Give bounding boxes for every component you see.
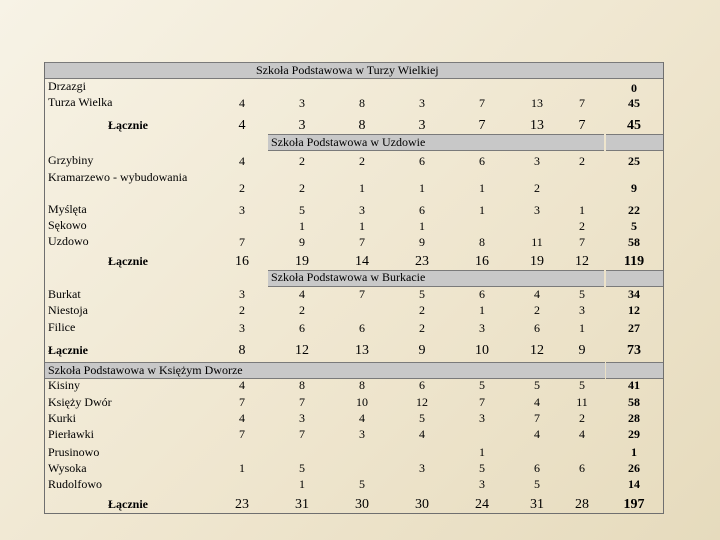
cell-value: 2 [419, 321, 425, 335]
total-value: 14 [355, 254, 369, 269]
cell-value: 9 [299, 235, 305, 249]
cell-value: 5 [419, 411, 425, 425]
cell-value: 6 [579, 461, 585, 475]
cell-value: 4 [579, 427, 585, 441]
cell-value: 3 [359, 203, 365, 217]
cell-value: 1 [479, 203, 485, 217]
cell-value: 10 [356, 395, 368, 409]
cell-value: 3 [359, 427, 365, 441]
cell-value: 4 [534, 395, 540, 409]
cell-value: 1 [579, 321, 585, 335]
row-label: Sękowo [48, 218, 87, 232]
cell-value: 5 [534, 378, 540, 392]
cell-value: 6 [299, 321, 305, 335]
cell-value: 3 [239, 321, 245, 335]
cell-value: 6 [419, 378, 425, 392]
row-label: Drzazgi [48, 79, 86, 93]
total-sum: 197 [623, 497, 645, 512]
cell-value: 2 [239, 181, 245, 195]
row-sum: 26 [628, 461, 640, 475]
total-value: 23 [235, 497, 249, 512]
cell-value: 5 [534, 477, 540, 491]
cell-value: 8 [359, 96, 365, 110]
cell-value: 3 [579, 303, 585, 317]
total-value: 31 [530, 497, 544, 512]
cell-value: 4 [239, 154, 245, 168]
cell-value: 7 [299, 395, 305, 409]
row-label: Uzdowo [48, 234, 89, 248]
cell-value: 11 [531, 235, 543, 249]
cell-value: 3 [479, 477, 485, 491]
section-title: Szkoła Podstawowa w Uzdowie [271, 135, 426, 149]
total-value: 13 [530, 118, 544, 133]
row-sum: 0 [631, 81, 637, 95]
section-title: Szkoła Podstawowa w Burkacie [271, 270, 426, 284]
cell-value: 8 [479, 235, 485, 249]
row-sum: 58 [628, 395, 640, 409]
total-value: 19 [295, 254, 309, 269]
total-value: 9 [418, 343, 426, 358]
total-value: 12 [530, 343, 544, 358]
total-value: 13 [355, 343, 369, 358]
cell-value: 4 [419, 427, 425, 441]
cell-value: 7 [479, 395, 485, 409]
cell-value: 7 [359, 287, 365, 301]
cell-value: 1 [479, 181, 485, 195]
total-value: 3 [298, 118, 306, 133]
total-value: 30 [415, 497, 429, 512]
cell-value: 6 [419, 154, 425, 168]
total-value: 9 [578, 343, 586, 358]
row-label: Pierławki [48, 427, 94, 441]
total-value: 4 [238, 118, 246, 133]
row-label: Myślęta [48, 202, 87, 216]
cell-value: 2 [299, 181, 305, 195]
total-value: 7 [578, 118, 586, 133]
row-label: Burkat [48, 287, 81, 301]
cell-value: 7 [239, 427, 245, 441]
cell-value: 3 [534, 154, 540, 168]
total-sum: 119 [623, 254, 645, 269]
total-value: 12 [575, 254, 589, 269]
cell-value: 3 [239, 203, 245, 217]
cell-value: 1 [239, 461, 245, 475]
cell-value: 4 [239, 96, 245, 110]
row-sum: 12 [628, 303, 640, 317]
cell-value: 1 [359, 181, 365, 195]
cell-value: 8 [359, 378, 365, 392]
row-sum: 29 [628, 427, 640, 441]
row-label: Prusinowo [48, 445, 100, 459]
cell-value: 4 [359, 411, 365, 425]
section-header-bar [606, 134, 663, 151]
cell-value: 1 [299, 219, 305, 233]
cell-value: 1 [419, 219, 425, 233]
total-value: 16 [235, 254, 249, 269]
row-sum: 28 [628, 411, 640, 425]
row-label: Księży Dwór [48, 395, 112, 409]
total-value: 8 [238, 343, 246, 358]
cell-value: 6 [534, 461, 540, 475]
section-header-bar [606, 270, 663, 287]
cell-value: 12 [416, 395, 428, 409]
cell-value: 7 [479, 96, 485, 110]
cell-value: 4 [534, 427, 540, 441]
cell-value: 2 [419, 303, 425, 317]
cell-value: 2 [299, 154, 305, 168]
cell-value: 5 [479, 378, 485, 392]
cell-value: 3 [479, 411, 485, 425]
cell-value: 1 [579, 203, 585, 217]
cell-value: 3 [299, 96, 305, 110]
cell-value: 2 [579, 154, 585, 168]
cell-value: 5 [359, 477, 365, 491]
total-value: 3 [418, 118, 426, 133]
total-sum: 73 [627, 343, 641, 358]
cell-value: 3 [419, 96, 425, 110]
cell-value: 2 [579, 219, 585, 233]
row-sum: 25 [628, 154, 640, 168]
cell-value: 8 [299, 378, 305, 392]
row-label: Turza Wielka [48, 95, 113, 109]
cell-value: 3 [239, 287, 245, 301]
cell-value: 7 [359, 235, 365, 249]
cell-value: 7 [239, 395, 245, 409]
total-value: 28 [575, 497, 589, 512]
cell-value: 5 [299, 203, 305, 217]
cell-value: 7 [239, 235, 245, 249]
row-label: Filice [48, 320, 76, 334]
row-label: Wysoka [48, 461, 87, 475]
cell-value: 6 [534, 321, 540, 335]
section-header-bar [606, 362, 663, 379]
cell-value: 2 [534, 303, 540, 317]
cell-value: 2 [239, 303, 245, 317]
total-value: 12 [295, 343, 309, 358]
cell-value: 1 [359, 219, 365, 233]
total-value: 16 [475, 254, 489, 269]
row-sum: 27 [628, 321, 640, 335]
row-label: Grzybiny [48, 153, 94, 167]
cell-value: 6 [479, 154, 485, 168]
total-label: Łącznie [108, 118, 148, 132]
cell-value: 3 [534, 203, 540, 217]
cell-value: 7 [579, 96, 585, 110]
total-value: 7 [478, 118, 486, 133]
row-label: Niestoja [48, 303, 88, 317]
row-label: Kurki [48, 411, 76, 425]
total-value: 30 [355, 497, 369, 512]
total-value: 10 [475, 343, 489, 358]
cell-value: 3 [419, 461, 425, 475]
cell-value: 1 [479, 303, 485, 317]
total-value: 23 [415, 254, 429, 269]
cell-value: 1 [479, 445, 485, 459]
cell-value: 5 [579, 378, 585, 392]
cell-value: 3 [299, 411, 305, 425]
cell-value: 9 [419, 235, 425, 249]
cell-value: 5 [299, 461, 305, 475]
cell-value: 7 [299, 427, 305, 441]
cell-value: 5 [579, 287, 585, 301]
cell-value: 13 [531, 96, 543, 110]
total-sum: 45 [627, 118, 641, 133]
cell-value: 5 [419, 287, 425, 301]
total-value: 24 [475, 497, 489, 512]
cell-value: 7 [534, 411, 540, 425]
cell-value: 7 [579, 235, 585, 249]
row-sum: 9 [631, 181, 637, 195]
cell-value: 11 [576, 395, 588, 409]
row-sum: 14 [628, 477, 640, 491]
total-value: 8 [358, 118, 366, 133]
cell-value: 4 [239, 411, 245, 425]
total-value: 19 [530, 254, 544, 269]
row-label: Rudolfowo [48, 477, 102, 491]
total-label: Łącznie [48, 343, 88, 357]
row-sum: 34 [628, 287, 640, 301]
row-sum: 5 [631, 219, 637, 233]
cell-value: 4 [534, 287, 540, 301]
cell-value: 6 [359, 321, 365, 335]
cell-value: 2 [359, 154, 365, 168]
cell-value: 6 [479, 287, 485, 301]
cell-value: 2 [579, 411, 585, 425]
row-label: Kisiny [48, 378, 81, 392]
cell-value: 2 [534, 181, 540, 195]
total-label: Łącznie [108, 497, 148, 511]
row-sum: 41 [628, 378, 640, 392]
cell-value: 1 [419, 181, 425, 195]
cell-value: 1 [299, 477, 305, 491]
cell-value: 4 [239, 378, 245, 392]
cell-value: 5 [479, 461, 485, 475]
section-title: Szkoła Podstawowa w Turzy Wielkiej [256, 63, 439, 77]
section-title: Szkoła Podstawowa w Księżym Dworze [48, 363, 243, 377]
row-sum: 58 [628, 235, 640, 249]
cell-value: 6 [419, 203, 425, 217]
total-label: Łącznie [108, 254, 148, 268]
cell-value: 2 [299, 303, 305, 317]
cell-value: 4 [299, 287, 305, 301]
row-sum: 22 [628, 203, 640, 217]
total-value: 31 [295, 497, 309, 512]
cell-value: 3 [479, 321, 485, 335]
row-sum: 45 [628, 96, 640, 110]
row-sum: 1 [631, 445, 637, 459]
row-label: Kramarzewo - wybudowania [48, 170, 188, 184]
